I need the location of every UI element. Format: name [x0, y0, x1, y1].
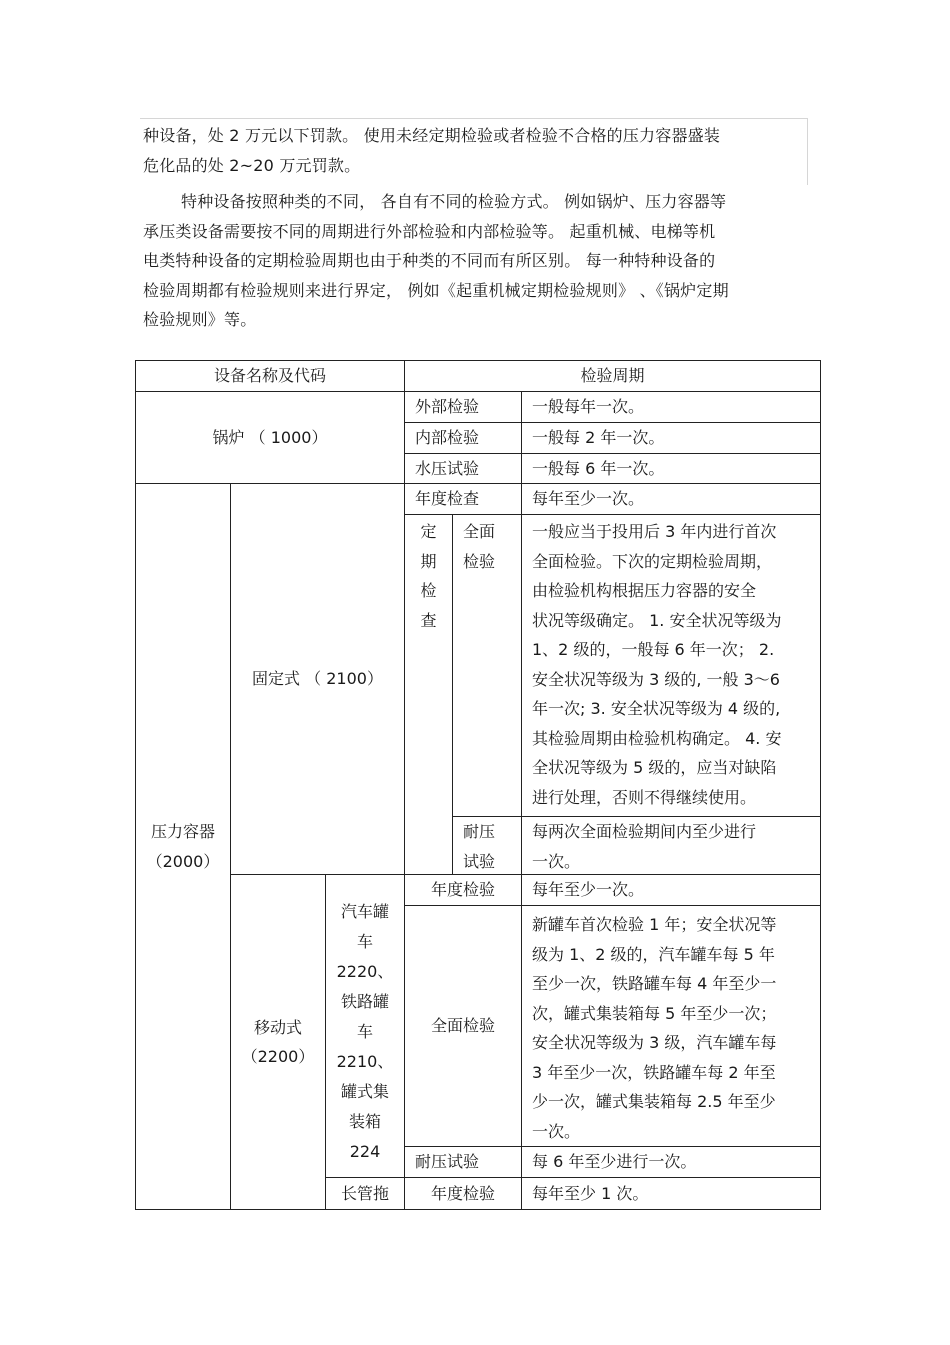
fixed-full-period-cell	[521, 514, 821, 817]
intro-paragraph-2	[143, 187, 808, 335]
vertical-char: 期	[420, 551, 437, 571]
text-line: 承压类设备需要按不同的周期进行外部检验和内部检验等。 起重机械、电梯等机	[143, 221, 716, 241]
period-line: 年一次; 3. 安全状况等级为 4 级的,	[532, 699, 781, 718]
period-line: 进行处理，否则不得继续使用。	[532, 787, 757, 807]
fixed-pressure-test-period-cell	[521, 816, 821, 875]
periodic-check-label-cell	[404, 514, 453, 875]
tank-types-cell	[325, 874, 405, 1178]
tank-line: 罐式集	[340, 1082, 389, 1101]
boiler-name-cell: 锅炉 （ 1000）	[135, 391, 405, 484]
period-line: 每两次全面检验期间内至少进行	[532, 822, 757, 841]
text-line: 检验规则》等。	[143, 310, 257, 329]
period-line: 由检验机构根据压力容器的安全	[532, 581, 757, 600]
tank-line: 装箱	[348, 1112, 381, 1131]
inspection-table	[135, 360, 821, 1210]
period-line: 少一次，罐式集装箱每 2.5 年至少	[532, 1092, 776, 1111]
text-line: 种设备，处 2 万元以下罚款。 使用未经定期检验或者检验不合格的压力容器盛装	[143, 126, 721, 145]
mobile-pressure-test-period: 每 6 年至少进行一次。	[521, 1146, 821, 1178]
tank-line: 2220、	[336, 962, 394, 981]
period-line: 1、2 级的，一般每 6 年一次； 2.	[532, 640, 775, 659]
text-line: 检验周期都有检验规则来进行界定， 例如《起重机械定期检验规则》 、《锅炉定期	[143, 280, 729, 300]
fixed-full-type-cell	[452, 514, 522, 817]
period-line: 至少一次，铁路罐车每 4 年至少一	[532, 974, 777, 993]
text-line: 电类特种设备的定期检验周期也由于种类的不同而有所区别。 每一种特种设备的	[143, 251, 716, 270]
long-tube-trailer-name: 长管拖	[325, 1177, 405, 1210]
mobile-full-type: 全面检验	[404, 905, 522, 1147]
period-line: 状况等级确定。 1. 安全状况等级为	[532, 610, 782, 630]
vertical-char: 定	[420, 522, 437, 541]
header-inspection-period: 检验周期	[404, 360, 821, 392]
tank-line: 224	[349, 1142, 381, 1161]
long-tube-annual-period: 每年至少 1 次。	[521, 1177, 821, 1210]
fixed-pressure-test-type-cell	[452, 816, 522, 875]
mobile-vessel-code: （2200）	[241, 1047, 315, 1066]
period-line: 一次。	[532, 851, 581, 871]
period-line: 安全状况等级为 3 级，汽车罐车每	[532, 1033, 777, 1052]
pressure-vessel-code: （2000）	[146, 851, 220, 871]
text-line: 危化品的处 2~20 万元罚款。	[143, 155, 361, 175]
pressure-vessel-name-cell	[135, 483, 231, 1210]
tank-line: 汽车罐	[340, 902, 389, 921]
boiler-type-external: 外部检验	[404, 391, 522, 423]
long-tube-annual-type: 年度检验	[404, 1177, 522, 1210]
header-equipment-name: 设备名称及代码	[135, 360, 405, 392]
fixed-pressure-test-type-line: 试验	[463, 851, 496, 871]
text-line: 特种设备按照种类的不同， 各自有不同的检验方式。 例如锅炉、压力容器等	[181, 192, 727, 211]
tank-line: 铁路罐	[340, 992, 389, 1011]
vertical-char: 检	[420, 581, 437, 600]
mobile-vessel-name: 移动式	[253, 1017, 302, 1037]
period-line: 3 年至少一次，铁路罐车每 2 年至	[532, 1062, 776, 1082]
period-line: 一次。	[532, 1121, 581, 1141]
boiler-period-external: 一般每年一次。	[521, 391, 821, 423]
fixed-full-type-line: 全面	[463, 522, 496, 541]
intro-paragraph-1	[143, 121, 808, 180]
tank-line: 2210、	[336, 1052, 394, 1071]
fixed-annual-type: 年度检查	[404, 483, 522, 515]
vertical-char: 查	[420, 610, 437, 630]
fixed-full-type-line: 检验	[463, 551, 496, 571]
tank-line: 车	[356, 1022, 373, 1041]
fixed-vessel-name-cell: 固定式 （ 2100）	[230, 483, 405, 875]
period-line: 级为 1、2 级的，汽车罐车每 5 年	[532, 944, 775, 964]
period-line: 全状况等级为 5 级的，应当对缺陷	[532, 758, 777, 777]
period-line: 其检验周期由检验机构确定。 4. 安	[532, 728, 782, 748]
period-line: 安全状况等级为 3 级的, 一般 3～6	[532, 669, 780, 689]
period-line: 全面检验。下次的定期检验周期，	[532, 551, 773, 571]
mobile-pressure-test-type: 耐压试验	[404, 1146, 522, 1178]
boiler-period-hydro: 一般每 6 年一次。	[521, 453, 821, 484]
boiler-type-internal: 内部检验	[404, 422, 522, 454]
mobile-full-period-cell	[521, 905, 821, 1147]
mobile-annual-period: 每年至少一次。	[521, 874, 821, 906]
tank-line: 车	[356, 932, 373, 951]
mobile-annual-type: 年度检验	[404, 874, 522, 906]
boiler-type-hydro: 水压试验	[404, 453, 522, 484]
period-line: 一般应当于投用后 3 年内进行首次	[532, 522, 777, 541]
fixed-annual-period: 每年至少一次。	[521, 483, 821, 515]
fixed-pressure-test-type-line: 耐压	[463, 822, 496, 841]
pressure-vessel-name: 压力容器	[150, 822, 215, 841]
period-line: 新罐车首次检验 1 年；安全状况等	[532, 915, 777, 934]
boiler-period-internal: 一般每 2 年一次。	[521, 422, 821, 454]
period-line: 次，罐式集装箱每 5 年至少一次；	[532, 1003, 777, 1023]
mobile-vessel-name-cell	[230, 874, 326, 1210]
